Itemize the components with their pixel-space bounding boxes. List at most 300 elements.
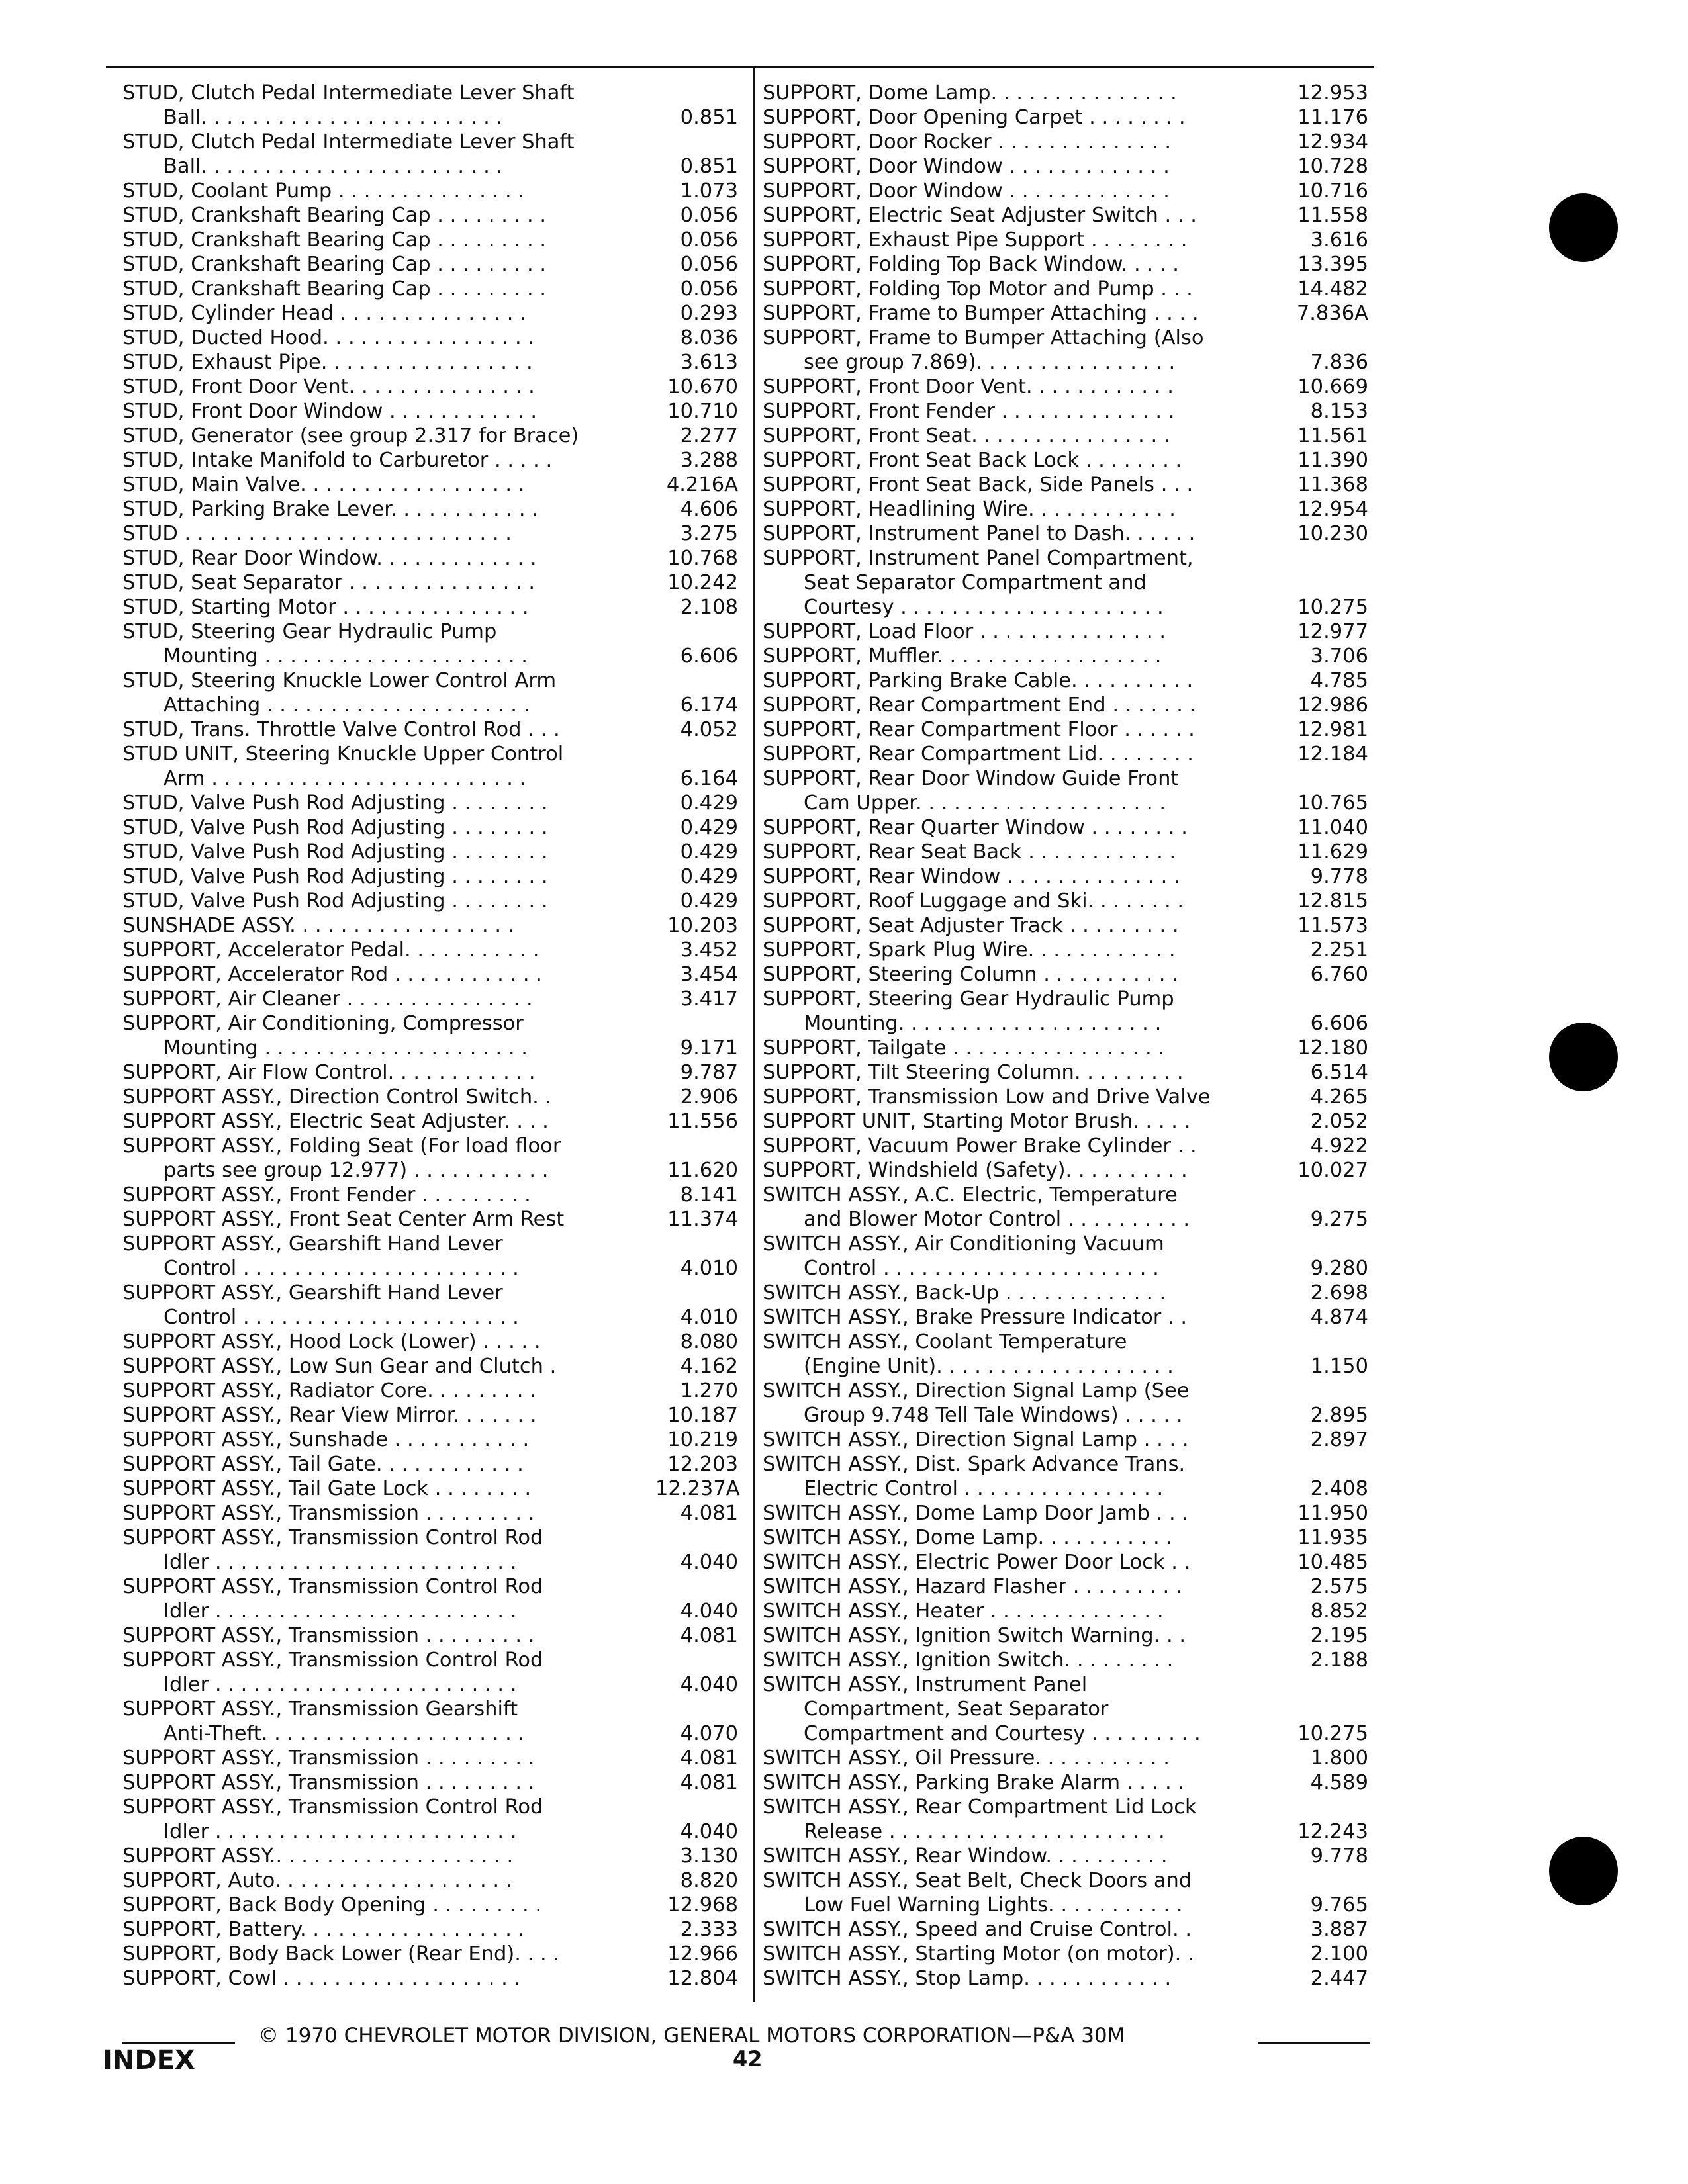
entry-text: SUNSHADE ASSY. . . . . . . . . . . . . . . . . . bbox=[122, 914, 514, 937]
entry-reference: 9.280 bbox=[1310, 1257, 1368, 1280]
entry-text: SWITCH ASSY., Rear Compartment Lid Lock bbox=[763, 1796, 1197, 1819]
entry-reference: 0.851 bbox=[680, 106, 738, 129]
index-entry-line bbox=[122, 1232, 738, 1256]
entry-text: STUD, Parking Brake Lever. . . . . . . . . . . . bbox=[122, 498, 538, 521]
entry-text: SUPPORT ASSY., Transmission . . . . . . . . . bbox=[122, 1747, 535, 1770]
entry-reference: 12.934 bbox=[1297, 130, 1368, 154]
index-entry-line bbox=[122, 815, 738, 840]
index-entry-line bbox=[122, 1477, 738, 1501]
entry-text: SUPPORT UNIT, Starting Motor Brush. . . . . bbox=[763, 1110, 1191, 1133]
entry-text: SUPPORT, Frame to Bumper Attaching (Also bbox=[763, 326, 1204, 349]
index-entry-line bbox=[122, 1623, 738, 1648]
index-entry-line bbox=[122, 130, 738, 154]
entry-text: SUPPORT, Door Rocker . . . . . . . . . . . . . . bbox=[763, 130, 1172, 154]
entry-reference: 8.852 bbox=[1310, 1600, 1368, 1623]
index-entry-line bbox=[122, 766, 738, 791]
index-entry-line bbox=[122, 1256, 738, 1281]
entry-text: SUPPORT, Electric Seat Adjuster Switch . . . bbox=[763, 204, 1197, 227]
index-entry-line bbox=[122, 203, 738, 228]
entry-reference: 4.922 bbox=[1310, 1134, 1368, 1158]
index-entry-line bbox=[122, 179, 738, 203]
entry-text: SUPPORT, Front Seat. . . . . . . . . . . . . . . . bbox=[763, 424, 1170, 447]
index-entry-line bbox=[122, 742, 738, 766]
index-entry-line bbox=[122, 1574, 738, 1599]
entry-reference: 11.390 bbox=[1297, 449, 1368, 472]
entry-reference: 1.800 bbox=[1310, 1747, 1368, 1770]
entry-reference: 6.606 bbox=[680, 645, 738, 668]
entry-text: SUPPORT, Headlining Wire. . . . . . . . . . . . bbox=[763, 498, 1176, 521]
entry-text: SUPPORT, Door Opening Carpet . . . . . . . . bbox=[763, 106, 1186, 129]
index-entry-line bbox=[763, 203, 1368, 228]
entry-reference: 10.765 bbox=[1297, 792, 1368, 815]
index-entry-line bbox=[122, 889, 738, 913]
entry-reference: 9.787 bbox=[680, 1061, 738, 1084]
entry-reference: 6.514 bbox=[1310, 1061, 1368, 1084]
index-entry-line bbox=[763, 1917, 1368, 1942]
index-entry-line bbox=[763, 130, 1368, 154]
entry-text: Mounting . . . . . . . . . . . . . . . . . . . . . bbox=[164, 1036, 528, 1060]
entry-reference: 10.670 bbox=[667, 375, 738, 398]
entry-text: SWITCH ASSY., Parking Brake Alarm . . . . . bbox=[763, 1771, 1185, 1794]
index-entry-line bbox=[122, 448, 738, 473]
entry-text: Idler . . . . . . . . . . . . . . . . . . . . . . . . bbox=[164, 1551, 517, 1574]
entry-reference: 3.275 bbox=[680, 522, 738, 545]
index-entry-line bbox=[122, 570, 738, 595]
entry-reference: 2.895 bbox=[1310, 1404, 1368, 1427]
index-entry-line bbox=[122, 1036, 738, 1060]
entry-reference: 4.040 bbox=[680, 1820, 738, 1843]
index-entry-line bbox=[763, 522, 1368, 546]
entry-reference: 10.710 bbox=[667, 400, 738, 423]
entry-text: see group 7.869). . . . . . . . . . . . . . . . bbox=[804, 351, 1176, 374]
index-entry-line bbox=[122, 228, 738, 252]
entry-text: SUPPORT, Windshield (Safety). . . . . . . . . . bbox=[763, 1159, 1188, 1182]
copyright-line: © 1970 CHEVROLET MOTOR DIVISION, GENERAL MOTORS CORPORATION—P&A 30M bbox=[258, 2024, 1125, 2048]
entry-text: SUPPORT, Muffler. . . . . . . . . . . . . . . . . . bbox=[763, 645, 1162, 668]
entry-text: SWITCH ASSY., Starting Motor (on motor). . bbox=[763, 1942, 1194, 1966]
binder-hole bbox=[1549, 1023, 1618, 1091]
entry-reference: 6.164 bbox=[680, 767, 738, 790]
entry-reference: 11.374 bbox=[667, 1208, 738, 1231]
entry-text: STUD, Trans. Throttle Valve Control Rod . . . bbox=[122, 718, 560, 741]
index-entry-line bbox=[122, 473, 738, 497]
entry-reference: 12.966 bbox=[667, 1942, 738, 1966]
entry-text: SUPPORT, Parking Brake Cable. . . . . . . . . . bbox=[763, 669, 1194, 692]
entry-text: SUPPORT, Steering Gear Hydraulic Pump bbox=[763, 987, 1174, 1011]
entry-reference: 4.162 bbox=[680, 1355, 738, 1378]
entry-text: SWITCH ASSY., Heater . . . . . . . . . . . . . . bbox=[763, 1600, 1164, 1623]
entry-reference: 2.698 bbox=[1310, 1281, 1368, 1304]
entry-text: STUD UNIT, Steering Knuckle Upper Control bbox=[122, 743, 564, 766]
entry-text: SUPPORT ASSY., Rear View Mirror. . . . . . . bbox=[122, 1404, 537, 1427]
entry-text: STUD, Valve Push Rod Adjusting . . . . . . . . bbox=[122, 889, 548, 913]
entry-text: SWITCH ASSY., Direction Signal Lamp (See bbox=[763, 1379, 1190, 1402]
entry-reference: 11.558 bbox=[1297, 204, 1368, 227]
index-entry-line bbox=[763, 1550, 1368, 1574]
entry-text: SWITCH ASSY., Rear Window. . . . . . . . . . bbox=[763, 1844, 1168, 1868]
entry-reference: 4.081 bbox=[680, 1624, 738, 1647]
entry-reference: 4.785 bbox=[1310, 669, 1368, 692]
index-entry-line bbox=[763, 1574, 1368, 1599]
entry-reference: 10.219 bbox=[667, 1428, 738, 1451]
entry-text: SUPPORT, Spark Plug Wire. . . . . . . . . . . . bbox=[763, 938, 1176, 962]
entry-reference: 2.188 bbox=[1310, 1649, 1368, 1672]
entry-text: SUPPORT, Front Seat Back, Side Panels . . . bbox=[763, 473, 1194, 496]
entry-text: STUD . . . . . . . . . . . . . . . . . . . . . . . . . . bbox=[122, 522, 512, 545]
index-entry-line bbox=[122, 1330, 738, 1354]
entry-reference: 3.887 bbox=[1310, 1918, 1368, 1941]
index-entry-line bbox=[122, 1403, 738, 1428]
entry-text: SUPPORT, Body Back Lower (Rear End). . . . bbox=[122, 1942, 560, 1966]
entry-text: SUPPORT, Instrument Panel to Dash. . . . . . bbox=[763, 522, 1196, 545]
index-entry-line bbox=[763, 766, 1368, 791]
entry-reference: 4.081 bbox=[680, 1747, 738, 1770]
entry-reference: 12.953 bbox=[1297, 81, 1368, 105]
entry-text: SWITCH ASSY., Instrument Panel bbox=[763, 1673, 1088, 1696]
entry-text: SUPPORT, Front Door Vent. . . . . . . . . . . . bbox=[763, 375, 1174, 398]
entry-text: SUPPORT ASSY., Transmission Gearshift bbox=[122, 1698, 518, 1721]
entry-reference: 2.897 bbox=[1310, 1428, 1368, 1451]
entry-reference: 6.174 bbox=[680, 694, 738, 717]
entry-reference: 0.429 bbox=[680, 792, 738, 815]
index-entry-line bbox=[122, 1648, 738, 1672]
column-divider bbox=[753, 66, 755, 2002]
entry-text: SUPPORT ASSY., Transmission Control Rod bbox=[122, 1796, 543, 1819]
index-entry-line bbox=[763, 1697, 1368, 1721]
entry-reference: 12.981 bbox=[1297, 718, 1368, 741]
entry-text: SWITCH ASSY., Coolant Temperature bbox=[763, 1330, 1127, 1353]
entry-reference: 3.454 bbox=[680, 963, 738, 986]
entry-reference: 10.728 bbox=[1297, 155, 1368, 178]
entry-text: STUD, Crankshaft Bearing Cap . . . . . . . . . bbox=[122, 253, 547, 276]
entry-reference: 4.040 bbox=[680, 1673, 738, 1696]
index-entry-line bbox=[763, 1746, 1368, 1770]
index-entry-line bbox=[763, 644, 1368, 668]
index-entry-line bbox=[122, 1844, 738, 1868]
index-entry-line bbox=[122, 864, 738, 889]
top-rule bbox=[106, 66, 1374, 68]
index-entry-line bbox=[763, 1109, 1368, 1134]
entry-text: SUPPORT ASSY., Hood Lock (Lower) . . . . . bbox=[122, 1330, 541, 1353]
entry-reference: 10.669 bbox=[1297, 375, 1368, 398]
entry-reference: 12.804 bbox=[667, 1967, 738, 1990]
entry-reference: 4.010 bbox=[680, 1306, 738, 1329]
index-entry-line bbox=[763, 1452, 1368, 1477]
entry-reference: 10.203 bbox=[667, 914, 738, 937]
entry-text: SUPPORT, Rear Window . . . . . . . . . . . . . . bbox=[763, 865, 1180, 888]
index-entry-line bbox=[122, 1060, 738, 1085]
index-entry-line bbox=[122, 962, 738, 987]
index-entry-line bbox=[763, 1232, 1368, 1256]
entry-reference: 7.836A bbox=[1296, 302, 1368, 325]
entry-reference: 9.171 bbox=[680, 1036, 738, 1060]
index-entry-line bbox=[122, 1819, 738, 1844]
index-entry-line bbox=[763, 1599, 1368, 1623]
entry-reference: 11.368 bbox=[1297, 473, 1368, 496]
entry-reference: 3.452 bbox=[680, 938, 738, 962]
entry-text: SUPPORT, Auto. . . . . . . . . . . . . . . . . . . bbox=[122, 1869, 512, 1892]
entry-reference: 1.150 bbox=[1310, 1355, 1368, 1378]
entry-text: SUPPORT, Steering Column . . . . . . . . . . . bbox=[763, 963, 1178, 986]
entry-text: Group 9.748 Tell Tale Windows) . . . . . bbox=[804, 1404, 1183, 1427]
entry-reference: 11.040 bbox=[1297, 816, 1368, 839]
index-entry-line bbox=[763, 1085, 1368, 1109]
index-entry-line bbox=[122, 522, 738, 546]
index-entry-line bbox=[122, 326, 738, 350]
entry-text: SWITCH ASSY., Oil Pressure. . . . . . . . . . . bbox=[763, 1747, 1170, 1770]
index-entry-line bbox=[122, 1158, 738, 1183]
entry-text: SUPPORT ASSY., Front Seat Center Arm Rest bbox=[122, 1208, 565, 1231]
entry-text: SUPPORT ASSY., Direction Control Switch. . bbox=[122, 1085, 552, 1109]
index-entry-line bbox=[122, 497, 738, 522]
entry-reference: 10.275 bbox=[1297, 1722, 1368, 1745]
index-entry-line bbox=[763, 1403, 1368, 1428]
index-entry-line bbox=[763, 1011, 1368, 1036]
index-entry-line bbox=[763, 1623, 1368, 1648]
entry-text: SUPPORT ASSY., Transmission Control Rod bbox=[122, 1575, 543, 1598]
index-entry-line bbox=[763, 1795, 1368, 1819]
index-entry-line bbox=[122, 1109, 738, 1134]
index-entry-line bbox=[122, 595, 738, 619]
entry-text: STUD, Valve Push Rod Adjusting . . . . . . . . bbox=[122, 816, 548, 839]
entry-text: SUPPORT ASSY., Transmission . . . . . . . . . bbox=[122, 1502, 535, 1525]
entry-text: parts see group 12.977) . . . . . . . . . . . bbox=[164, 1159, 549, 1182]
entry-text: STUD, Exhaust Pipe. . . . . . . . . . . . . . . . . bbox=[122, 351, 533, 374]
index-entry-line bbox=[763, 595, 1368, 619]
entry-text: SUPPORT, Instrument Panel Compartment, bbox=[763, 547, 1194, 570]
index-entry-line bbox=[763, 1428, 1368, 1452]
entry-reference: 8.141 bbox=[680, 1183, 738, 1206]
entry-text: SUPPORT, Tilt Steering Column. . . . . . . . . bbox=[763, 1061, 1184, 1084]
entry-reference: 13.395 bbox=[1297, 253, 1368, 276]
index-entry-line bbox=[122, 81, 738, 105]
index-entry-line bbox=[122, 1550, 738, 1574]
index-entry-line bbox=[122, 1525, 738, 1550]
index-entry-line bbox=[763, 1525, 1368, 1550]
entry-text: SUPPORT, Load Floor . . . . . . . . . . . . . . . bbox=[763, 620, 1166, 643]
entry-reference: 4.010 bbox=[680, 1257, 738, 1280]
index-entry-line bbox=[763, 497, 1368, 522]
index-entry-line bbox=[763, 399, 1368, 424]
entry-text: SUPPORT, Rear Compartment End . . . . . . . bbox=[763, 694, 1196, 717]
entry-text: SUPPORT, Rear Compartment Floor . . . . . . bbox=[763, 718, 1195, 741]
entry-text: SUPPORT, Folding Top Motor and Pump . . . bbox=[763, 277, 1193, 300]
entry-text: STUD, Cylinder Head . . . . . . . . . . . . . . . bbox=[122, 302, 526, 325]
index-entry-line bbox=[122, 1011, 738, 1036]
entry-text: SWITCH ASSY., Direction Signal Lamp . . . . bbox=[763, 1428, 1189, 1451]
index-entry-line bbox=[763, 301, 1368, 326]
entry-text: STUD, Crankshaft Bearing Cap . . . . . . . . . bbox=[122, 204, 547, 227]
index-entry-line bbox=[763, 1060, 1368, 1085]
index-entry-line bbox=[763, 1868, 1368, 1893]
entry-text: STUD, Valve Push Rod Adjusting . . . . . . . . bbox=[122, 792, 548, 815]
entry-text: SUPPORT, Accelerator Rod . . . . . . . . . . . . bbox=[122, 963, 542, 986]
entry-text: SUPPORT ASSY., Radiator Core. . . . . . . . . bbox=[122, 1379, 536, 1402]
index-entry-line bbox=[763, 448, 1368, 473]
index-entry-line bbox=[763, 815, 1368, 840]
index-entry-line bbox=[763, 81, 1368, 105]
index-entry-line bbox=[122, 1893, 738, 1917]
entry-text: STUD, Steering Gear Hydraulic Pump bbox=[122, 620, 497, 643]
entry-text: Idler . . . . . . . . . . . . . . . . . . . . . . . . bbox=[164, 1600, 517, 1623]
entry-text: Low Fuel Warning Lights. . . . . . . . . . . bbox=[804, 1893, 1183, 1917]
index-entry-line bbox=[122, 1452, 738, 1477]
entry-reference: 11.556 bbox=[667, 1110, 738, 1133]
index-entry-line bbox=[122, 1746, 738, 1770]
index-entry-line bbox=[122, 1966, 738, 1991]
entry-reference: 0.429 bbox=[680, 889, 738, 913]
entry-text: Idler . . . . . . . . . . . . . . . . . . . . . . . . bbox=[164, 1673, 517, 1696]
section-label: INDEX bbox=[103, 2045, 195, 2075]
index-entry-line bbox=[122, 301, 738, 326]
entry-reference: 12.986 bbox=[1297, 694, 1368, 717]
index-entry-line bbox=[122, 277, 738, 301]
entry-reference: 11.176 bbox=[1297, 106, 1368, 129]
entry-reference: 10.187 bbox=[667, 1404, 738, 1427]
index-entry-line bbox=[122, 105, 738, 130]
index-entry-line bbox=[763, 375, 1368, 399]
entry-reference: 2.100 bbox=[1310, 1942, 1368, 1966]
right-index-column bbox=[763, 81, 1368, 1991]
index-entry-line bbox=[763, 326, 1368, 350]
entry-reference: 2.108 bbox=[680, 596, 738, 619]
entry-reference: 3.616 bbox=[1310, 228, 1368, 251]
entry-reference: 2.195 bbox=[1310, 1624, 1368, 1647]
entry-reference: 1.270 bbox=[680, 1379, 738, 1402]
page-number: 42 bbox=[733, 2046, 763, 2071]
index-entry-line bbox=[763, 1379, 1368, 1403]
entry-reference: 8.153 bbox=[1310, 400, 1368, 423]
index-entry-line bbox=[122, 791, 738, 815]
entry-reference: 8.036 bbox=[680, 326, 738, 349]
entry-text: SUPPORT, Air Conditioning, Compressor bbox=[122, 1012, 524, 1035]
entry-reference: 0.429 bbox=[680, 816, 738, 839]
entry-text: SUPPORT, Air Cleaner . . . . . . . . . . . . . . . bbox=[122, 987, 533, 1011]
entry-text: SUPPORT ASSY., Transmission Control Rod bbox=[122, 1526, 543, 1549]
index-entry-line bbox=[122, 1721, 738, 1746]
entry-text: STUD, Clutch Pedal Intermediate Lever Shaft bbox=[122, 130, 575, 154]
index-entry-line bbox=[122, 399, 738, 424]
entry-reference: 2.251 bbox=[1310, 938, 1368, 962]
entry-reference: 10.027 bbox=[1297, 1159, 1368, 1182]
entry-reference: 0.056 bbox=[680, 277, 738, 300]
entry-reference: 0.056 bbox=[680, 228, 738, 251]
entry-reference: 8.080 bbox=[680, 1330, 738, 1353]
index-entry-line bbox=[122, 424, 738, 448]
entry-reference: 11.573 bbox=[1297, 914, 1368, 937]
entry-reference: 12.203 bbox=[667, 1453, 738, 1476]
entry-text: SUPPORT ASSY., Transmission . . . . . . . . . bbox=[122, 1771, 535, 1794]
index-entry-line bbox=[763, 1501, 1368, 1525]
entry-reference: 10.716 bbox=[1297, 179, 1368, 203]
entry-text: STUD, Starting Motor . . . . . . . . . . . . . . . bbox=[122, 596, 529, 619]
index-entry-line bbox=[763, 154, 1368, 179]
entry-text: SWITCH ASSY., Brake Pressure Indicator . . bbox=[763, 1306, 1188, 1329]
index-entry-line bbox=[122, 913, 738, 938]
entry-reference: 4.606 bbox=[680, 498, 738, 521]
entry-text: SWITCH ASSY., Dist. Spark Advance Trans. bbox=[763, 1453, 1186, 1476]
index-entry-line bbox=[763, 1281, 1368, 1305]
entry-reference: 10.485 bbox=[1297, 1551, 1368, 1574]
entry-text: SUPPORT ASSY., Gearshift Hand Lever bbox=[122, 1232, 503, 1255]
entry-text: SUPPORT ASSY., Folding Seat (For load floor bbox=[122, 1134, 561, 1158]
entry-text: SWITCH ASSY., Dome Lamp Door Jamb . . . bbox=[763, 1502, 1189, 1525]
entry-text: SUPPORT ASSY., Front Fender . . . . . . . . . bbox=[122, 1183, 531, 1206]
index-entry-line bbox=[122, 1672, 738, 1697]
entry-reference: 0.056 bbox=[680, 204, 738, 227]
entry-text: SUPPORT, Accelerator Pedal. . . . . . . . . . . bbox=[122, 938, 539, 962]
entry-text: Mounting . . . . . . . . . . . . . . . . . . . . . bbox=[164, 645, 528, 668]
index-entry-line bbox=[122, 693, 738, 717]
entry-text: SUPPORT, Battery. . . . . . . . . . . . . . . . . . bbox=[122, 1918, 525, 1941]
entry-text: STUD, Intake Manifold to Carburetor . . . . . bbox=[122, 449, 553, 472]
index-entry-line bbox=[763, 1183, 1368, 1207]
entry-text: SUPPORT ASSY., Transmission . . . . . . . . . bbox=[122, 1624, 535, 1647]
index-entry-line bbox=[763, 717, 1368, 742]
index-entry-line bbox=[763, 913, 1368, 938]
binder-hole bbox=[1549, 193, 1618, 262]
index-entry-line bbox=[763, 962, 1368, 987]
entry-reference: 10.768 bbox=[667, 547, 738, 570]
index-entry-line bbox=[122, 1501, 738, 1525]
index-entry-line bbox=[122, 619, 738, 644]
entry-text: SUPPORT ASSY., Electric Seat Adjuster. . . . bbox=[122, 1110, 549, 1133]
entry-text: SUPPORT, Front Seat Back Lock . . . . . . . . bbox=[763, 449, 1182, 472]
entry-text: SWITCH ASSY., Ignition Switch. . . . . . . . . bbox=[763, 1649, 1174, 1672]
entry-reference: 2.277 bbox=[680, 424, 738, 447]
entry-text: SUPPORT, Folding Top Back Window. . . . . bbox=[763, 253, 1179, 276]
entry-text: SUPPORT, Cowl . . . . . . . . . . . . . . . . . . . bbox=[122, 1967, 521, 1990]
index-entry-line bbox=[763, 791, 1368, 815]
entry-reference: 10.242 bbox=[667, 571, 738, 594]
entry-text: Arm . . . . . . . . . . . . . . . . . . . . . . . . . bbox=[164, 767, 526, 790]
entry-text: SUPPORT, Vacuum Power Brake Cylinder . . bbox=[763, 1134, 1197, 1158]
entry-text: STUD, Valve Push Rod Adjusting . . . . . . . . bbox=[122, 865, 548, 888]
index-entry-line bbox=[122, 840, 738, 864]
entry-reference: 4.265 bbox=[1310, 1085, 1368, 1109]
entry-text: Control . . . . . . . . . . . . . . . . . . . . . . bbox=[164, 1257, 519, 1280]
entry-reference: 2.447 bbox=[1310, 1967, 1368, 1990]
entry-text: SWITCH ASSY., Electric Power Door Lock . . bbox=[763, 1551, 1191, 1574]
entry-text: SUPPORT, Rear Door Window Guide Front bbox=[763, 767, 1179, 790]
entry-text: STUD, Crankshaft Bearing Cap . . . . . . . . . bbox=[122, 228, 547, 251]
entry-text: STUD, Seat Separator . . . . . . . . . . . . . . . bbox=[122, 571, 536, 594]
index-entry-line bbox=[763, 619, 1368, 644]
entry-text: STUD, Coolant Pump . . . . . . . . . . . . . . . bbox=[122, 179, 525, 203]
index-entry-line bbox=[763, 987, 1368, 1011]
index-entry-line bbox=[122, 987, 738, 1011]
entry-text: SWITCH ASSY., Speed and Cruise Control. . bbox=[763, 1918, 1192, 1941]
entry-text: STUD, Clutch Pedal Intermediate Lever Shaft bbox=[122, 81, 575, 105]
index-entry-line bbox=[763, 1036, 1368, 1060]
index-entry-line bbox=[763, 1330, 1368, 1354]
entry-text: SUPPORT ASSY., Gearshift Hand Lever bbox=[122, 1281, 503, 1304]
index-entry-line bbox=[122, 644, 738, 668]
index-entry-line bbox=[122, 1183, 738, 1207]
entry-reference: 11.620 bbox=[667, 1159, 738, 1182]
index-entry-line bbox=[122, 154, 738, 179]
entry-text: Idler . . . . . . . . . . . . . . . . . . . . . . . . bbox=[164, 1820, 517, 1843]
index-entry-line bbox=[122, 1599, 738, 1623]
entry-text: SUPPORT, Roof Luggage and Ski. . . . . . . . bbox=[763, 889, 1184, 913]
entry-text: Control . . . . . . . . . . . . . . . . . . . . . . bbox=[804, 1257, 1159, 1280]
entry-text: Release . . . . . . . . . . . . . . . . . . . . . . bbox=[804, 1820, 1165, 1843]
index-entry-line bbox=[763, 424, 1368, 448]
index-entry-line bbox=[763, 570, 1368, 595]
index-entry-line bbox=[763, 1721, 1368, 1746]
index-entry-line bbox=[763, 1256, 1368, 1281]
entry-reference: 4.052 bbox=[680, 718, 738, 741]
